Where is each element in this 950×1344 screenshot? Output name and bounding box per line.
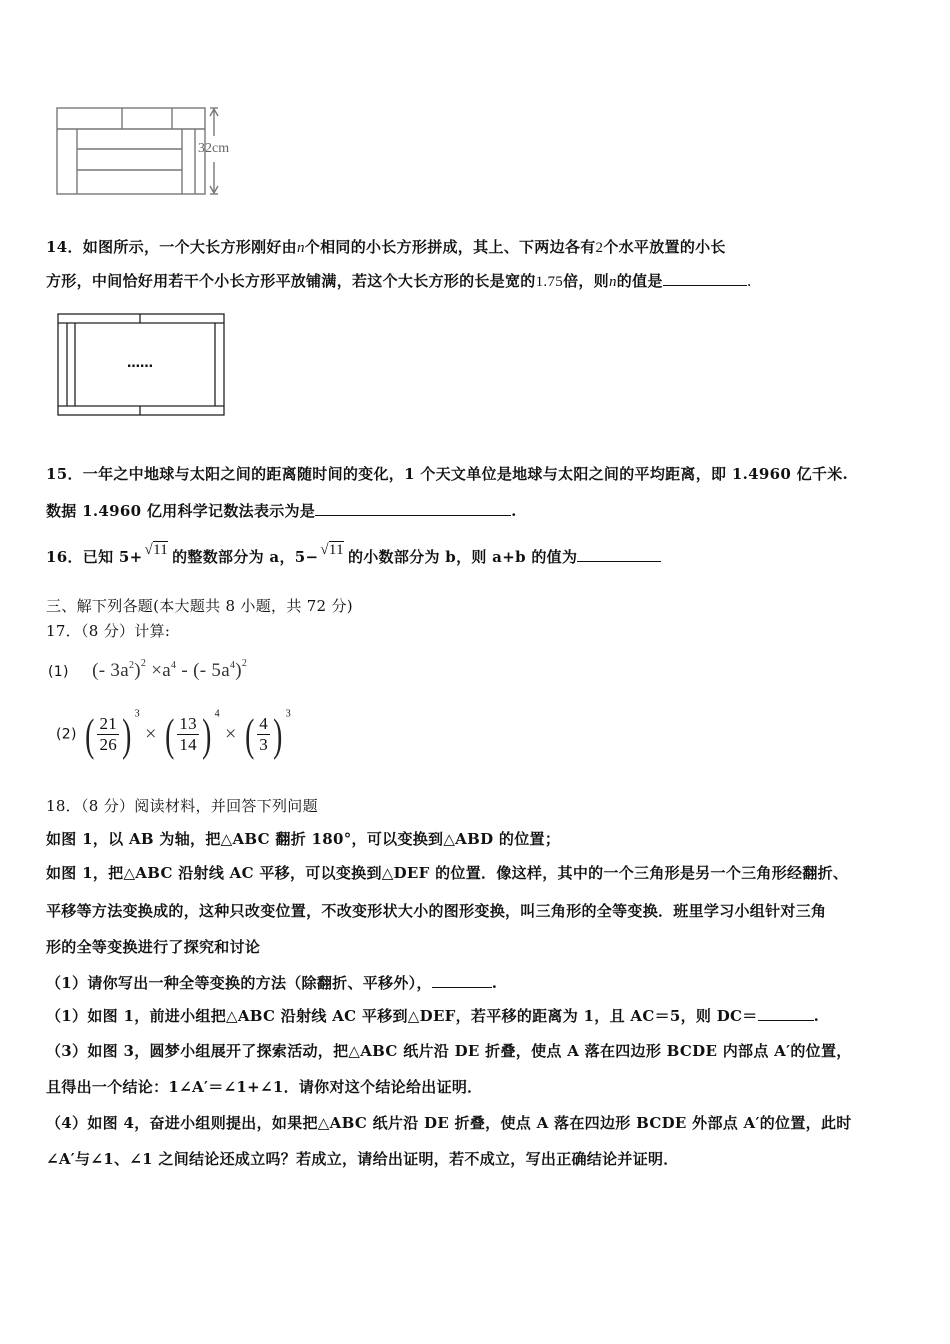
q18-p2b: 平移等方法变换成的，这种只改变位置，不改变形状大小的图形变换，叫三角形的全等变换．班里学习小组针对三角: [46, 902, 827, 920]
q18-s1-blank[interactable]: [432, 973, 492, 988]
q18-s2: （1）如图 1，前进小组把△ABC 沿射线 AC 平移到△DEF，若平移的距离为 1，且 AC＝5，则 DC＝ .: [46, 1007, 820, 1025]
q14-line2: 方形，中间恰好用若干个小长方形平放铺满，若这个大长方形的长是宽的1.75倍，则n的值是 .: [46, 272, 752, 290]
q15-line2: 数据 1.4960 亿用科学记数法表示为是 .: [46, 502, 517, 520]
fraction-21-26: $\frac{21}{26}$: [99, 714, 118, 754]
q18-s4a: （4）如图 4，奋进小组则提出，如果把△ABC 纸片沿 DE 折叠，使点 A 落在四边形 BCDE 外部点 A′的位置，此时: [46, 1114, 852, 1132]
fraction-13-14: $\frac{13}{14}$: [179, 714, 197, 754]
dimension-label: 32cm: [198, 141, 230, 156]
q15-answer-blank[interactable]: [315, 501, 511, 516]
q18-s1: （1）请你写出一种全等变换的方法（除翻折、平移外）， .: [46, 974, 498, 992]
q17-part1: (1) (- $3a^2)^2 \times a^4$ - (- $5a^4)^2$: [48, 658, 248, 681]
fraction-4-3: $\frac{4}{3}$: [259, 714, 269, 754]
q16-line: 16．已知 5+ √11 的整数部分为 a，5− √11 的小数部分为 b，则 a+b 的值为: [46, 546, 661, 567]
q18-s4b: ∠A′与∠1、∠1 之间结论还成立吗？若成立，请给出证明，若不成立，写出正确结论并证明．: [46, 1150, 679, 1168]
sqrt-11-b: √11: [320, 542, 344, 558]
q18-p2a: 如图 1，把△ABC 沿射线 AC 平移，可以变换到△DEF 的位置．像这样，其中的一个三角形是另一个三角形经翻折、: [46, 864, 849, 882]
q15-line1: 15．一年之中地球与太阳之间的距离随时间的变化，1 个天文单位是地球与太阳之间的平均距离，即 1.4960 亿千米.: [46, 465, 849, 483]
q18-title: 18．（8 分）阅读材料，并回答下列问题: [46, 797, 318, 815]
q16-answer-blank[interactable]: [577, 547, 661, 562]
sqrt-11-a: √11: [144, 542, 169, 558]
q14-figure: [57, 313, 227, 417]
q13-figure: [52, 104, 252, 200]
figure-dots: ……: [127, 356, 153, 371]
q17-title: 17．（8 分）计算:: [46, 622, 171, 640]
q14-line1: 14．如图所示，一个大长方形刚好由n个相同的小长方形拼成，其上、下两边各有2个水平放置的小长: [46, 238, 726, 256]
q18-p2c: 形的全等变换进行了探究和讨论: [46, 938, 261, 956]
q18-p1: 如图 1，以 AB 为轴，把△ABC 翻折 180°，可以变换到△ABD 的位置；: [46, 830, 561, 848]
q14-answer-blank[interactable]: [663, 271, 747, 286]
q18-s2-blank[interactable]: [758, 1006, 814, 1021]
q18-s3b: 且得出一个结论：1∠A′＝∠1+∠1．请你对这个结论给出证明．: [46, 1078, 483, 1096]
section3-title: 三、解下列各题(本大题共 8 小题，共 72 分): [46, 597, 353, 615]
q18-s3a: （3）如图 3，圆梦小组展开了探索活动，把△ABC 纸片沿 DE 折叠，使点 A 落在四边形 BCDE 内部点 A′的位置，: [46, 1042, 852, 1060]
q17-part2: (2) ( $\frac{21}{26}$ ) $^3$ × ( $\frac{13}{14}$ ) $^4$ × ( $\frac{4}{3}$ ) $^3$: [56, 708, 292, 760]
